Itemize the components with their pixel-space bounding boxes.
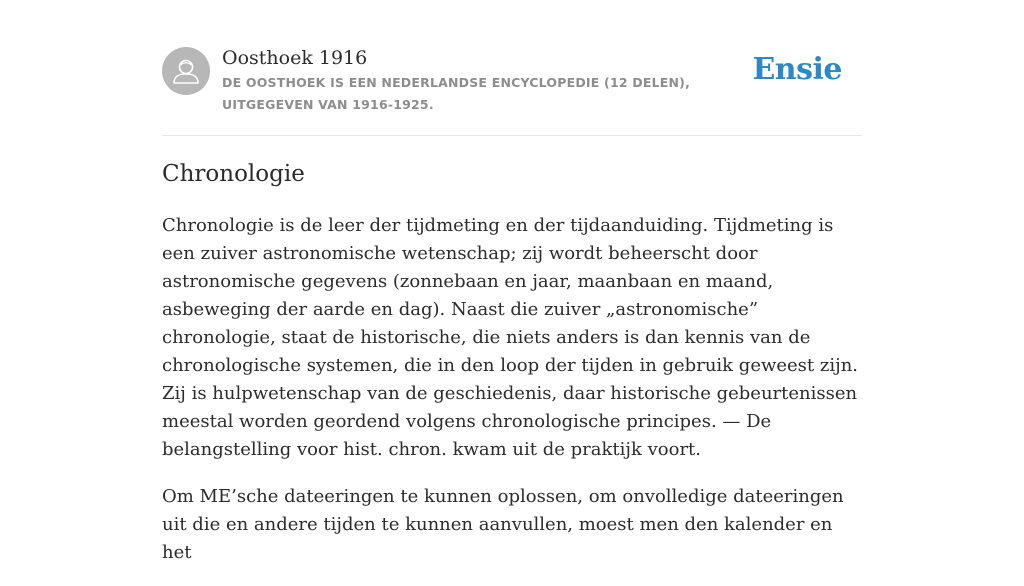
source-title[interactable]: Oosthoek 1916 <box>222 47 368 69</box>
source-header <box>162 0 862 136</box>
content-column <box>162 0 862 563</box>
avatar[interactable] <box>162 47 210 95</box>
ensie-logo[interactable]: Ensie <box>752 52 842 87</box>
article-title: Chronologie <box>162 161 305 187</box>
source-description: DE OOSTHOEK IS EEN NEDERLANDSE ENCYCLOPEDIE (12 DELEN), UITGEGEVEN VAN 1916-1925. <box>222 75 691 112</box>
user-outline-icon <box>162 47 210 95</box>
article-paragraph: Chronologie is de leer der tijdmeting en der tijdaanduiding. Tijdmeting is een zuiver astronomische wetenschap; zij wordt beheerscht door astronomische gegevens (zonnebaan en jaar, maanbaan en maand, asbeweging der aarde en dag). Naast die zuiver „astronomische” chronologie, staat de historische, die niets anders is dan kennis van de chronologische systemen, die in den loop der tijden in gebruik geweest zijn. Zij is hulpwetenschap van de geschiedenis, daar historische gebeurtenissen meestal worden geordend volgens chronologische principes. — De belangstelling voor hist. chron. kwam uit de praktijk voort. <box>162 215 859 460</box>
article-body <box>162 212 862 586</box>
article-paragraph: Om ME’sche dateeringen te kunnen oplossen, om onvolledige dateeringen uit die en andere tijden te kunnen aanvullen, moest men den kalender en het <box>162 486 844 563</box>
